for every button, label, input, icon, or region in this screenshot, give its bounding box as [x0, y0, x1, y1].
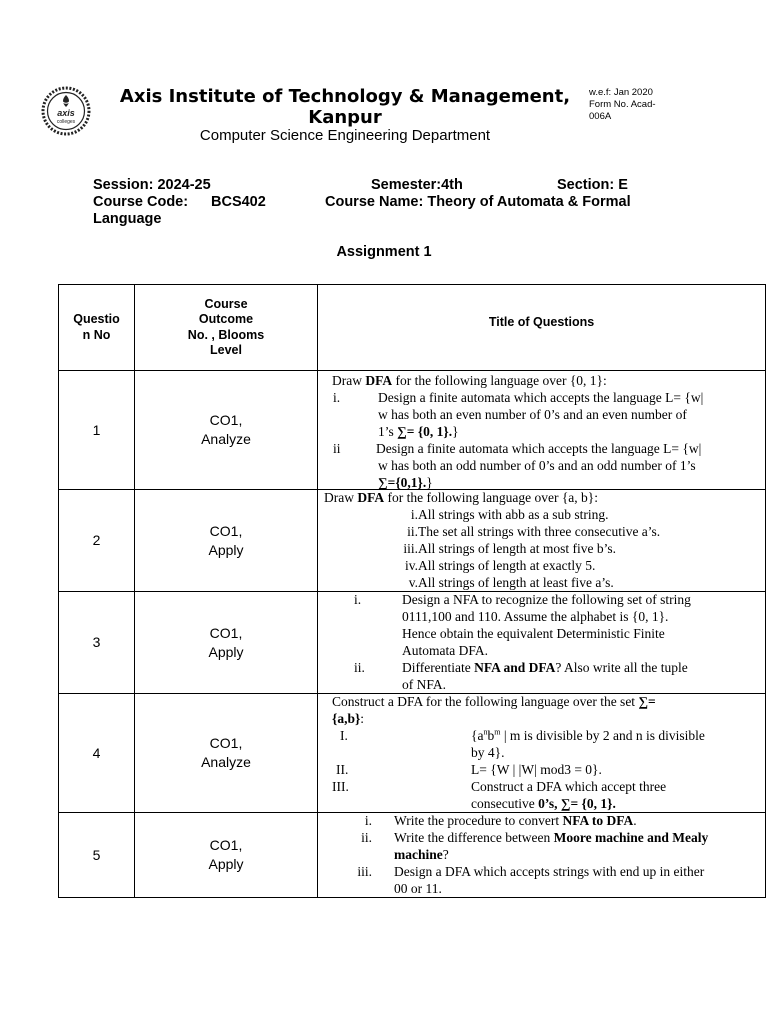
- form-info: w.e.f: Jan 2020 Form No. Acad- 006A: [589, 87, 656, 122]
- question-text: i. Design a NFA to recognize the following set of string 0111,100 and 110. Assume the alphabet is {0, 1}. Hence obtain the equivalent Deterministic Finite Automata DFA. ii. Differentiate NFA and DFA? Also write all the tuple of NFA.: [318, 592, 766, 694]
- course-outcome: CO1, Apply: [135, 490, 318, 592]
- semester: Semester:4th: [371, 177, 463, 193]
- header-question-no: Questio n No: [59, 285, 135, 371]
- table-header-row: [59, 285, 766, 371]
- table-row: [59, 694, 766, 813]
- question-number: 3: [59, 592, 135, 694]
- table-row: [59, 813, 766, 898]
- course-outcome: CO1, Apply: [135, 592, 318, 694]
- table-row: [59, 371, 766, 490]
- question-number: 2: [59, 490, 135, 592]
- question-text: Draw DFA for the following language over {a, b}: i. All strings with abb as a sub string. ii. The set all strings with three consecutive a’s. iii. All strings of length at most five b’s. iv. All strings of length at exactly 5. v. All strings of length at least five a’s.: [318, 490, 766, 592]
- question-number: 5: [59, 813, 135, 898]
- header-course-outcome: Course Outcome No. , Blooms Level: [135, 285, 318, 371]
- course-code-label: Course Code:: [93, 194, 189, 210]
- header-title-of-questions: Title of Questions: [318, 285, 766, 371]
- questions-table: [58, 284, 766, 898]
- svg-text:colleges: colleges: [56, 119, 76, 125]
- institute-logo: [41, 86, 91, 136]
- institute-name: Axis Institute of Technology & Management, Kanpur: [119, 86, 571, 128]
- course-outcome: CO1, Analyze: [135, 371, 318, 490]
- table-row: [59, 490, 766, 592]
- course-outcome: CO1, Analyze: [135, 694, 318, 813]
- assignment-title: Assignment 1: [336, 244, 432, 260]
- svg-text:axis: axis: [57, 108, 75, 118]
- question-text: Draw DFA for the following language over {0, 1}: i. Design a finite automata which accepts the language L= {w| w has both an even number of 0’s and an even number of 1’s ∑= {0, 1}.} ii Design a finite automata which accepts the language L= {w| w has both an odd number of 0’s and an odd number of 1’s ∑={0,1}.}: [318, 371, 766, 490]
- question-number: 4: [59, 694, 135, 813]
- question-text: i. Write the procedure to convert NFA to DFA. ii. Write the difference between Moore machine and Mealy machine? iii. Design a DFA which accepts strings with end up in either 00 or 11.: [318, 813, 766, 898]
- section: Section: E: [557, 177, 628, 193]
- session: Session: 2024-25: [93, 177, 211, 193]
- course-name-continued: Language: [93, 211, 162, 227]
- department-name: Computer Science Engineering Department: [199, 127, 491, 144]
- course-name: Course Name: Theory of Automata & Formal: [325, 194, 631, 210]
- question-text: Construct a DFA for the following language over the set ∑= {a,b}: I. {$a^nb^m$ | m is divisible by 2 and n is divisible by 4}. II. L= {W | |W| mod3 = 0}. III. Construct a DFA which accept three consecutive 0’s, ∑= {0, 1}.: [318, 694, 766, 813]
- course-outcome: CO1, Apply: [135, 813, 318, 898]
- table-row: [59, 592, 766, 694]
- course-code: BCS402: [211, 194, 266, 210]
- question-number: 1: [59, 371, 135, 490]
